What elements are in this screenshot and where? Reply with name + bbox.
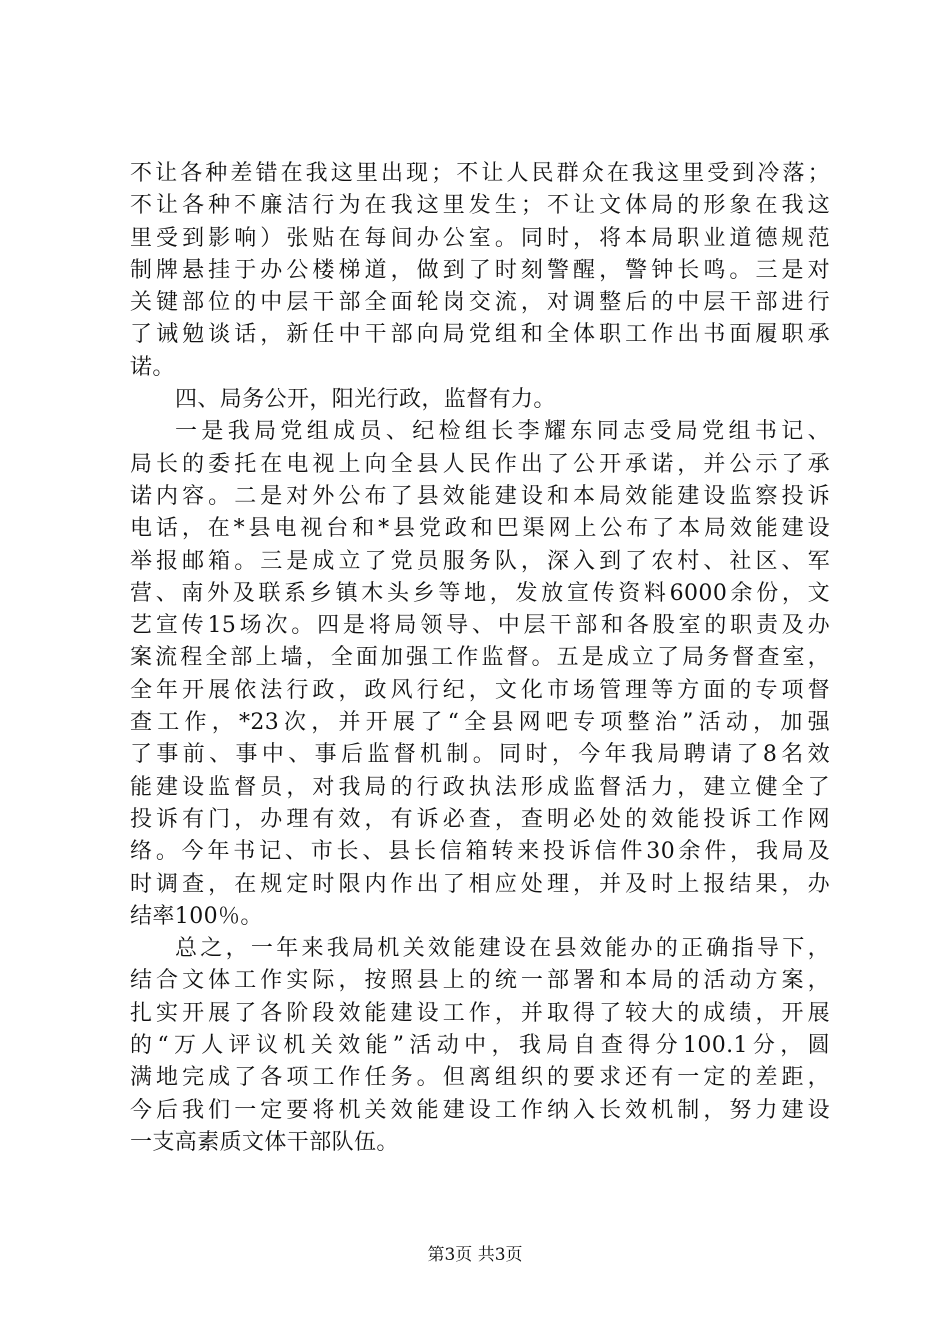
text-line: 了诫勉谈话，新任中干部向局党组和全体职工作出书面履职承 (130, 322, 830, 348)
text-line: 时调查，在规定时限内作出了相应处理，并及时上报结果，办 (130, 871, 830, 897)
text-line: 案流程全部上墙，全面加强工作监督。五是成立了局务督查室， (130, 645, 830, 671)
text-line: 扎实开展了各阶段效能建设工作，并取得了较大的成绩，开展 (130, 1000, 830, 1026)
text-line: 诺。 (130, 354, 175, 380)
text-line: 能建设监督员，对我局的行政执法形成监督活力，建立健全了 (130, 774, 830, 800)
text-line: 结率100％。 (130, 903, 263, 929)
text-line: 的“万人评议机关效能”活动中，我局自查得分100.1分，圆 (130, 1033, 830, 1059)
document-body (130, 158, 830, 1159)
text-line: 投诉有门，办理有效，有诉必查，查明必处的效能投诉工作网 (130, 806, 830, 832)
text-line: 不让各种不廉洁行为在我这里发生；不让文体局的形象在我这 (130, 193, 830, 219)
page-number-label: 第3页 共3页 (427, 1245, 523, 1265)
text-line: 今后我们一定要将机关效能建设工作纳入长效机制，努力建设 (130, 1097, 830, 1123)
text-line: 不让各种差错在我这里出现；不让人民群众在我这里受到冷落； (130, 161, 830, 186)
text-line: 满地完成了各项工作任务。但离组织的要求还有一定的差距， (130, 1065, 830, 1091)
text-line: 制牌悬挂于办公楼梯道，做到了时刻警醒，警钟长鸣。三是对 (130, 257, 830, 283)
text-line: 总之，一年来我局机关效能建设在县效能办的正确指导下， (175, 936, 830, 962)
text-line: 一支高素质文体干部队伍。 (130, 1129, 399, 1155)
text-line: 了事前、事中、事后监督机制。同时，今年我局聘请了8名效 (130, 742, 830, 768)
text-line: 里受到影响）张贴在每间办公室。同时，将本局职业道德规范 (130, 225, 830, 251)
text-line: 诺内容。二是对外公布了县效能建设和本局效能建设监察投诉 (130, 483, 830, 509)
section-heading: 四、局务公开，阳光行政，监督有力。 (175, 387, 556, 413)
text-line: 关键部位的中层干部全面轮岗交流，对调整后的中层干部进行 (130, 290, 830, 316)
text-line: 查工作，*23次，并开展了“全县网吧专项整治”活动，加强 (130, 710, 830, 736)
text-line: 举报邮箱。三是成立了党员服务队，深入到了农村、社区、军 (130, 548, 830, 574)
text-line: 电话，在*县电视台和*县党政和巴渠网上公布了本局效能建设 (130, 516, 830, 542)
page-footer (0, 1244, 950, 1266)
text-line: 局长的委托在电视上向全县人民作出了公开承诺，并公示了承 (130, 451, 830, 477)
text-line: 一是我局党组成员、纪检组长李耀东同志受局党组书记、 (175, 419, 830, 445)
text-line: 络。今年书记、市长、县长信箱转来投诉信件30余件，我局及 (130, 839, 830, 865)
text-line: 营、南外及联系乡镇木头乡等地，发放宣传资料6000余份，文 (130, 580, 830, 606)
text-line: 艺宣传15场次。四是将局领导、中层干部和各股室的职责及办 (130, 613, 830, 639)
text-line: 全年开展依法行政，政风行纪，文化市场管理等方面的专项督 (130, 677, 830, 703)
text-line: 结合文体工作实际，按照县上的统一部署和本局的活动方案， (130, 968, 830, 994)
